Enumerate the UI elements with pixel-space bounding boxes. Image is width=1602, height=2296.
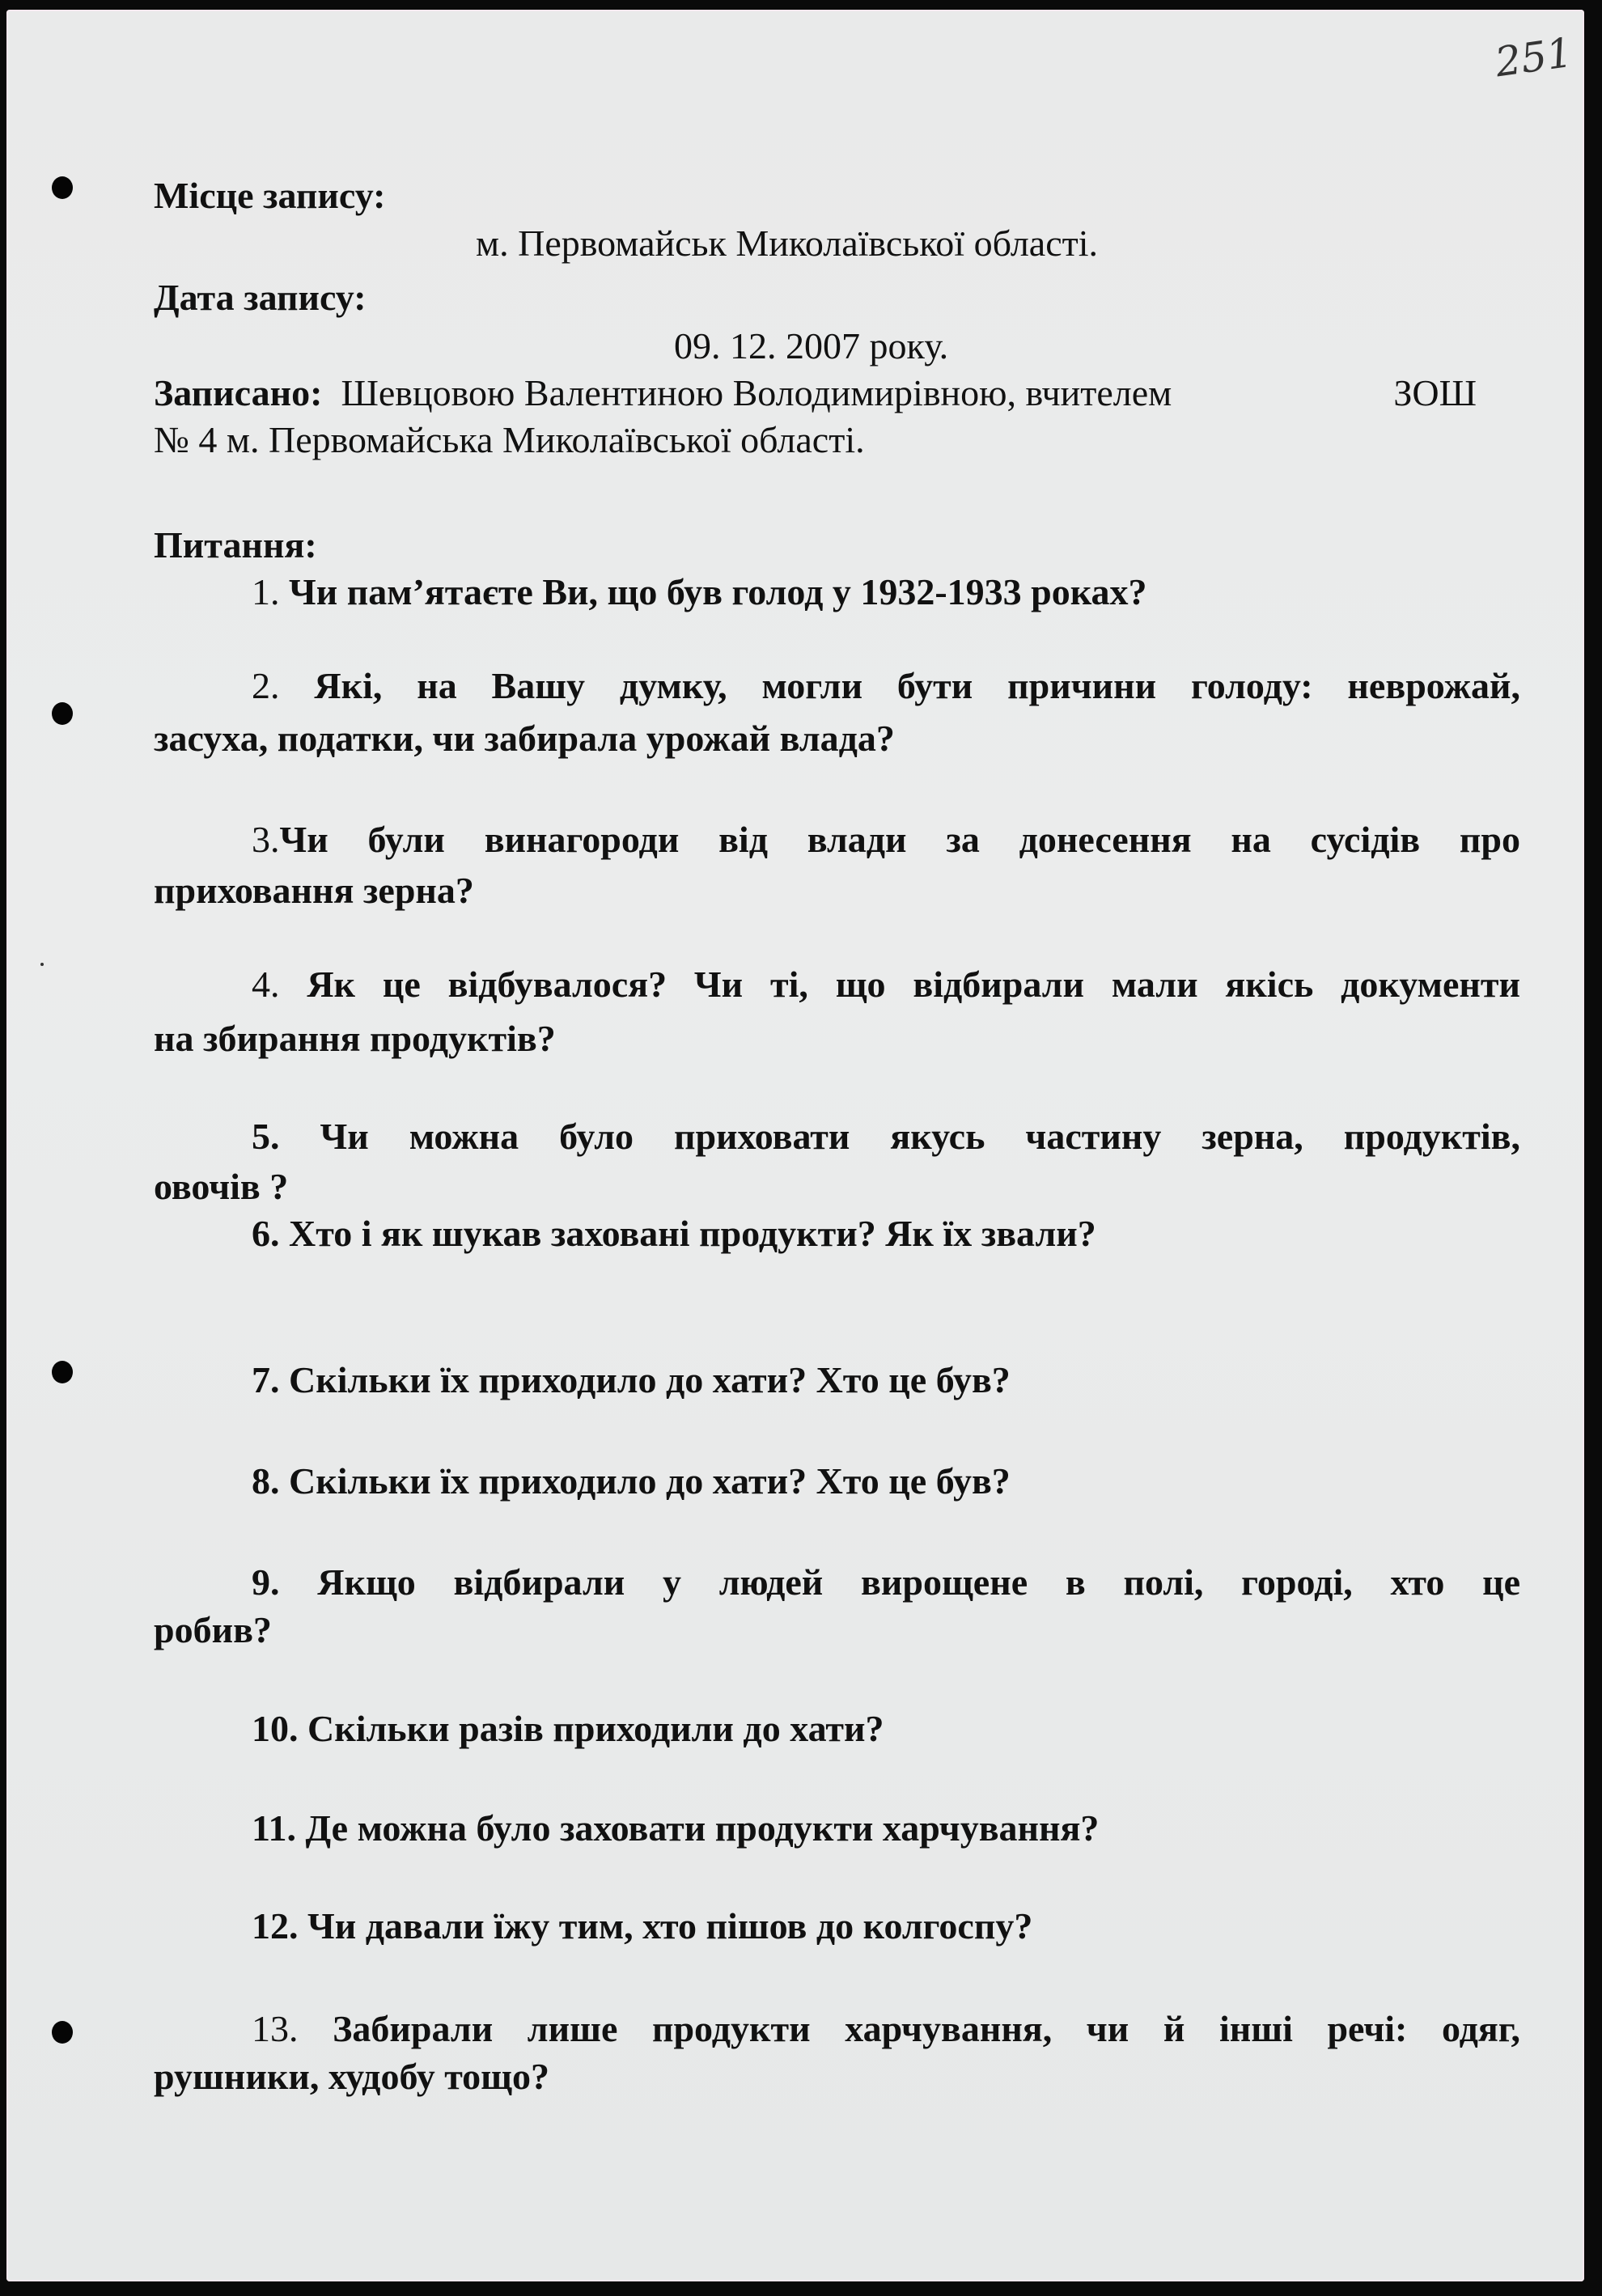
date-label: Дата запису:: [154, 277, 367, 318]
question-number: 3.: [252, 819, 280, 860]
scan-speck: [40, 963, 44, 966]
question-text: Чи можна було приховати якусь частину зерна, продуктів,: [320, 1116, 1521, 1157]
question-number: 4.: [252, 964, 280, 1005]
punch-hole: [52, 702, 73, 725]
question-number: 6.: [252, 1213, 280, 1254]
question-text: засуха, податки, чи забирала урожай влада?: [154, 718, 895, 759]
question-5-line: [154, 1164, 288, 1209]
question-8-line: [252, 1459, 1011, 1504]
question-text: на збирання продуктів?: [154, 1018, 556, 1059]
question-text: робив?: [154, 1609, 272, 1650]
question-number: 9.: [252, 1561, 280, 1603]
question-number: 11.: [252, 1807, 296, 1849]
question-text: Скільки їх приходило до хати? Хто це був?: [289, 1460, 1011, 1502]
question-9-line: [154, 1608, 272, 1653]
question-text: Чи були винагороди від влади за донесення на сусідів про: [279, 819, 1520, 860]
question-2-line: [252, 663, 1520, 709]
recorded-school: ЗОШ: [1393, 372, 1477, 413]
question-9-line: [252, 1560, 1520, 1605]
question-text: Чи давали їжу тим, хто пішов до колгоспу?: [307, 1905, 1033, 1947]
question-text: Якщо відбирали у людей вирощене в полі, городі, хто це: [317, 1561, 1520, 1603]
question-text: Як це відбувалося? Чи ті, що відбирали мали якісь документи: [307, 964, 1521, 1005]
question-3-line: [252, 817, 1520, 862]
date-value: 09. 12. 2007 року.: [674, 325, 949, 366]
question-text: приховання зерна?: [154, 870, 474, 911]
question-number: 10.: [252, 1708, 299, 1749]
question-number: 5.: [252, 1116, 280, 1157]
question-6-line: [252, 1211, 1096, 1256]
question-7-line: [252, 1358, 1011, 1403]
question-text: Скільки їх приходило до хати? Хто це був?: [289, 1359, 1011, 1400]
question-text: Скільки разів приходили до хати?: [307, 1708, 884, 1749]
recorded-label: Записано:: [154, 372, 323, 413]
recorded-value: Шевцовою Валентиною Володимирівною, вчителем: [341, 372, 1172, 413]
question-text: Які, на Вашу думку, могли бути причини голоду: неврожай,: [314, 665, 1520, 706]
question-text: овочів ?: [154, 1166, 289, 1207]
place-value: м. Первомайськ Миколаївської області.: [476, 222, 1098, 264]
question-text: Забирали лише продукти харчування, чи й інші речі: одяг,: [333, 2008, 1520, 2049]
question-10-line: [252, 1706, 884, 1752]
question-text: Де можна було заховати продукти харчування?: [305, 1807, 1100, 1849]
question-12-line: [252, 1904, 1032, 1949]
questions-label: Питання:: [154, 524, 317, 566]
punch-hole: [52, 2021, 73, 2044]
question-text: Чи пам’ятаєте Ви, що був голод у 1932-1933 роках?: [289, 571, 1147, 612]
question-3-line: [154, 868, 474, 913]
recorded-value-line2: № 4 м. Первомайська Миколаївської області.: [154, 419, 865, 460]
question-1-line: [252, 570, 1147, 615]
question-4-line: [252, 962, 1520, 1007]
question-11-line: [252, 1806, 1099, 1851]
question-number: 12.: [252, 1905, 299, 1947]
question-number: 8.: [252, 1460, 280, 1502]
question-number: 7.: [252, 1359, 280, 1400]
question-text: Хто і як шукав заховані продукти? Як їх звали?: [289, 1213, 1096, 1254]
place-label: Місце запису:: [154, 175, 386, 216]
punch-hole: [52, 1361, 73, 1383]
question-number: 13.: [252, 2008, 299, 2049]
question-number: 2.: [252, 665, 280, 706]
question-number: 1.: [252, 571, 280, 612]
recorded-line: [154, 371, 1477, 416]
question-2-line: [154, 716, 895, 761]
question-5-line: [252, 1114, 1520, 1159]
question-13-line: [154, 2054, 549, 2099]
handwritten-page-number: 251: [1492, 28, 1576, 87]
punch-hole: [52, 176, 73, 199]
question-13-line: [252, 2006, 1520, 2052]
question-4-line: [154, 1016, 556, 1061]
question-text: рушники, худобу тощо?: [154, 2056, 550, 2097]
